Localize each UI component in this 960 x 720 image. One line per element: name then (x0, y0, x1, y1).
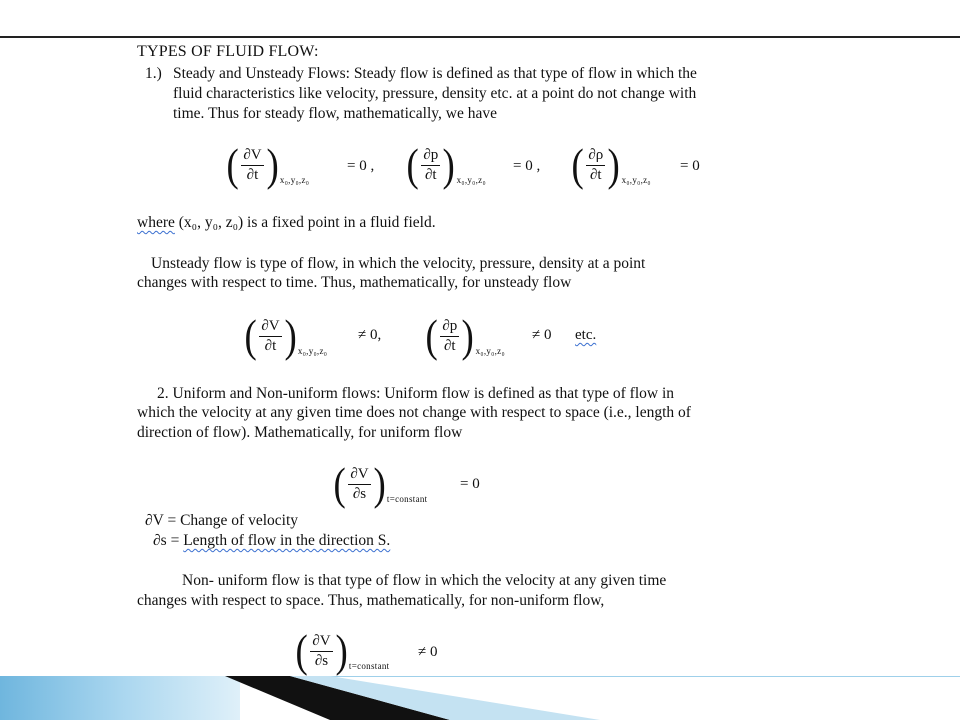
eq-numerator: ∂V (241, 147, 263, 166)
equation-non-uniform: ( $\frac{\partial V}{\partial s}$ ) t=constant (295, 625, 390, 676)
equation-unsteady-velocity: ( $\frac{\partial V}{\partial t}$ ) x₀,y₀,z₀ (244, 310, 328, 361)
banner-top-line (240, 676, 960, 677)
definition-length (153, 531, 390, 551)
eq-denominator: ∂t (443, 337, 456, 354)
eq-numerator: ∂V (310, 633, 332, 652)
eq-subscript: x₀,y₀,z₀ (621, 175, 651, 185)
eq-denominator: ∂t (264, 337, 277, 354)
eq-denominator: ∂s (352, 485, 367, 502)
eq-numerator: ∂V (348, 466, 370, 485)
eq-subscript: t=constant (386, 494, 428, 504)
equation-steady-pressure: ( $\frac{\partial p}{\partial t}$ ) x₀,y₀,z₀ (406, 139, 486, 190)
paragraph-line: Steady and Unsteady Flows: Steady flow is defined as that type of flow in which the (173, 65, 697, 82)
paragraph-line: changes with respect to time. Thus, mathematically, for unsteady flow (137, 274, 572, 291)
paragraph-line: Unsteady flow is type of flow, in which the velocity, pressure, density at a point (151, 255, 646, 272)
equation-uniform: ( $\frac{\partial V}{\partial s}$ ) t=constant (333, 458, 428, 509)
eq-numerator: ∂ρ (586, 147, 605, 166)
eq-rhs: = 0 (460, 476, 480, 492)
eq-rhs: ≠ 0 (418, 644, 438, 660)
eq-numerator: ∂p (421, 147, 440, 166)
eq-denominator: ∂t (589, 166, 602, 183)
eq-denominator: ∂t (424, 166, 437, 183)
definition-symbol: ∂s = (153, 532, 184, 549)
equation-unsteady-pressure: ( $\frac{\partial p}{\partial t}$ ) x₀,y₀,z₀ (425, 310, 505, 361)
definition-text: Length of flow in the direction S. (183, 532, 391, 549)
eq-denominator: ∂s (314, 652, 329, 669)
definition-velocity: ∂V = Change of velocity (145, 512, 299, 529)
eq-subscript: x₀,y₀,z₀ (456, 175, 486, 185)
section-heading: TYPES OF FLUID FLOW: (137, 43, 319, 60)
eq-numerator: ∂p (440, 318, 459, 337)
eq-subscript: x₀,y₀,z₀ (297, 346, 328, 356)
eq-numerator: ∂V (259, 318, 281, 337)
where-word: where (137, 214, 175, 231)
etc-text: etc. (575, 327, 597, 343)
eq-rhs: = 0 , (347, 158, 375, 174)
slide-footer-banner (0, 676, 960, 720)
paragraph-line: fluid characteristics like velocity, pressure, density etc. at a point do not change with (173, 85, 697, 102)
eq-rhs: ≠ 0 (532, 327, 552, 343)
banner-light-band (0, 676, 240, 720)
item-number: 1.) (145, 65, 162, 82)
eq-subscript: t=constant (348, 661, 390, 671)
paragraph-line: direction of flow). Mathematically, for uniform flow (137, 424, 463, 441)
equation-steady-density: ( $\frac{\partial\rho}{\partial t}$ ) x₀,y₀,z₀ (571, 139, 651, 190)
eq-denominator: ∂t (246, 166, 259, 183)
eq-rhs: = 0 , (513, 158, 541, 174)
where-line (137, 213, 436, 233)
equation-steady-velocity: ( $\frac{\partial V}{\partial t}$ ) x₀,y₀,z₀ (226, 139, 310, 190)
eq-rhs: ≠ 0, (358, 327, 382, 343)
paragraph-line: Non- uniform flow is that type of flow in which the velocity at any given time (182, 572, 667, 589)
eq-rhs: = 0 (680, 158, 700, 174)
paragraph-line: changes with respect to space. Thus, mathematically, for non-uniform flow, (137, 592, 605, 609)
eq-subscript: x₀,y₀,z₀ (279, 175, 310, 185)
paragraph-line: time. Thus for steady flow, mathematically, we have (173, 105, 497, 122)
where-text: (x₀, y₀, z₀) is a fixed point in a fluid field. (174, 214, 436, 231)
paragraph-line: which the velocity at any given time does not change with respect to space (i.e., length of (137, 404, 691, 421)
paragraph-line: 2. Uniform and Non-uniform flows: Uniform flow is defined as that type of flow in (157, 385, 675, 402)
eq-subscript: x₀,y₀,z₀ (475, 346, 505, 356)
